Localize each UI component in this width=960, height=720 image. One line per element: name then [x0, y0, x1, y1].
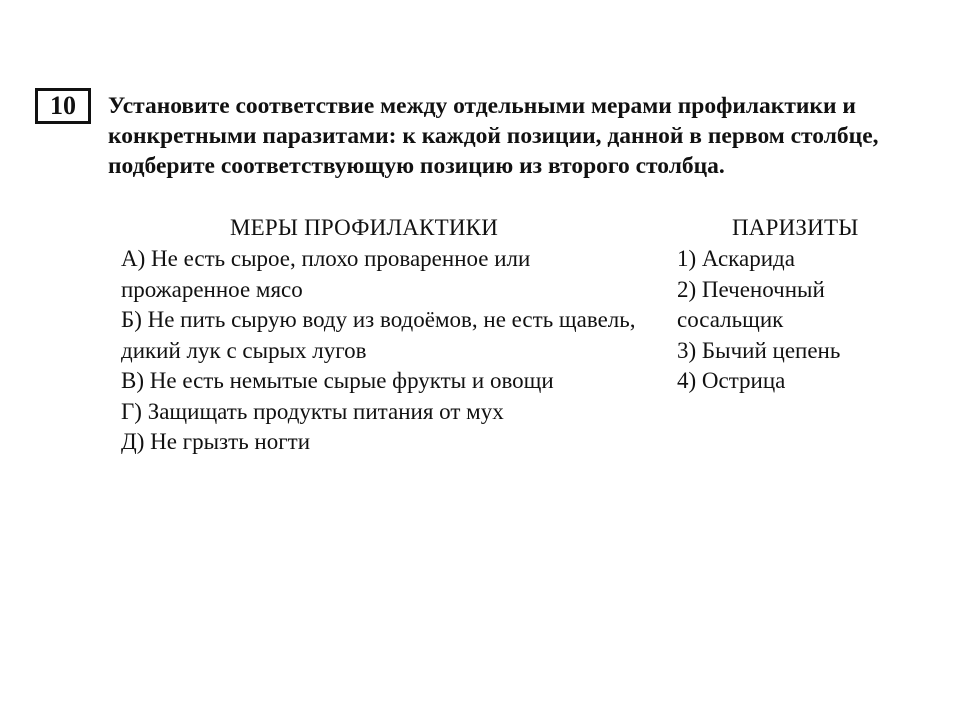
- parasites-column-title: ПАРИЗИТЫ: [732, 215, 859, 240]
- parasite-item-2: 2) Печеночный сосальщик: [677, 276, 825, 332]
- task-instruction: Установите соответствие между отдельными мерами профилактики и конкретными паразитами: к каждой позиции, данной в первом столбце, подберите соответствующую позицию из второго столбца.: [108, 93, 879, 179]
- parasite-item-4: 4) Острица: [677, 368, 786, 393]
- parasite-item-3: 3) Бычий цепень: [677, 337, 841, 363]
- task-number: 10: [35, 88, 91, 124]
- measure-item-v: В) Не есть немытые сырые фрукты и овощи: [121, 368, 554, 393]
- measure-item-g: Г) Защищать продукты питания от мух: [121, 398, 504, 424]
- measures-column-title: МЕРЫ ПРОФИЛАКТИКИ: [230, 215, 499, 240]
- measure-item-b: Б) Не пить сырую воду из водоёмов, не есть щавель, дикий лук с сырых лугов: [121, 307, 636, 363]
- measures-list: [121, 244, 641, 458]
- parasite-item-1: 1) Аскарида: [677, 246, 795, 271]
- measure-item-d: Д) Не грызть ногти: [121, 429, 311, 454]
- parasites-list: [677, 244, 917, 397]
- measure-item-a: А) Не есть сырое, плохо проваренное или прожаренное мясо: [121, 246, 531, 302]
